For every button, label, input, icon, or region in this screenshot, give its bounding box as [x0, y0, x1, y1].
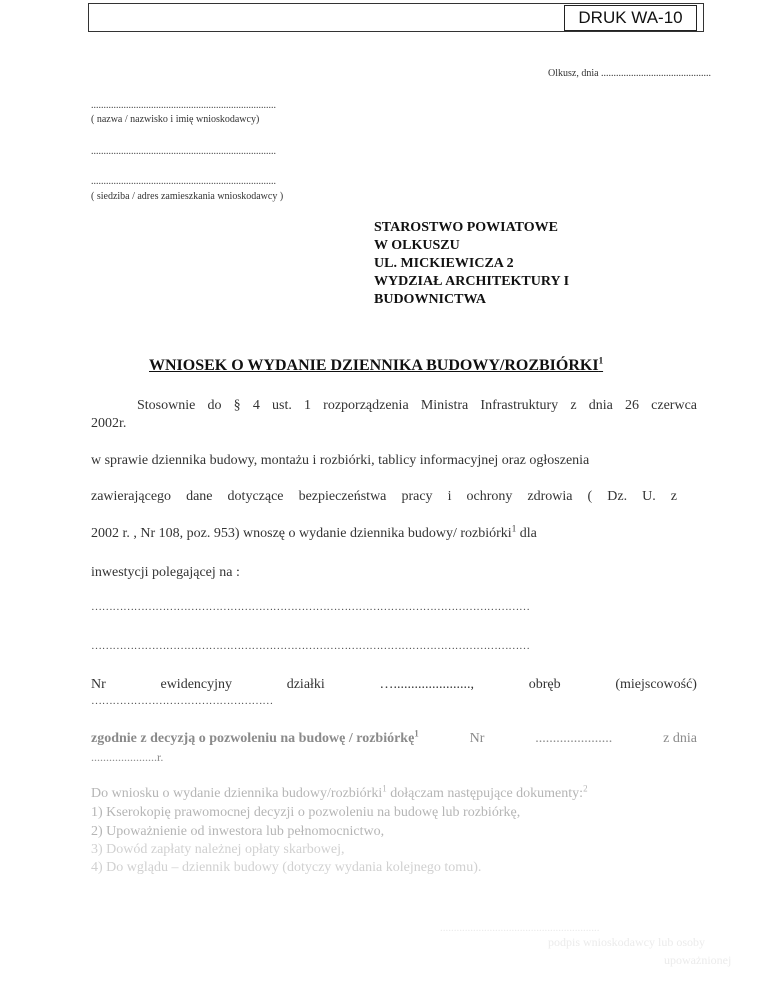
- document-title: [149, 357, 603, 375]
- recipient-line: BUDOWNICTWA: [374, 292, 487, 307]
- decision-date-field[interactable]: ......................r.: [91, 750, 164, 764]
- date-field[interactable]: ............................................: [601, 68, 712, 79]
- body-line: zawierającego dane dotyczące bezpieczeństwa pracy i ochrony zdrowia ( Dz. U. z: [91, 489, 677, 504]
- body-line: Stosownie do § 4 ust. 1 rozporządzenia Ministra Infrastruktury z dnia 26 czerwca: [137, 398, 697, 413]
- recipient-line: UL. MICKIEWICZA 2: [374, 256, 514, 271]
- body-line: [91, 523, 537, 542]
- plot-number-field[interactable]: …......................,: [379, 677, 475, 692]
- applicant-name-field[interactable]: ..........................................................................: [91, 100, 276, 111]
- applicant-address-field-1[interactable]: ..........................................................................: [91, 146, 276, 157]
- footnote-marker: 1: [414, 728, 419, 739]
- decision-line: [91, 728, 697, 747]
- recipient-address: [374, 219, 569, 309]
- plot-evid-label: ewidencyjny: [160, 677, 233, 692]
- attachments-intro: [91, 783, 588, 802]
- footnote-marker: 1: [382, 783, 387, 794]
- plot-line: [91, 677, 697, 693]
- attachment-item: 4) Do wglądu – dziennik budowy (dotyczy wydania kolejnego tomu).: [91, 860, 482, 875]
- signature-caption: podpis wnioskodawcy lub osoby: [548, 935, 705, 949]
- decision-text: [91, 728, 419, 747]
- signature-field[interactable]: ..........................................................: [440, 922, 600, 934]
- decision-label: zgodnie z decyzją o pozwoleniu na budowę / rozbiórkę: [91, 731, 415, 746]
- plot-miejscowosc-label: (miejscowość): [615, 677, 697, 692]
- attachment-item: 3) Dowód zapłaty należnej opłaty skarbowej,: [91, 842, 345, 857]
- decision-nr-label: Nr: [469, 731, 485, 746]
- place-date: [548, 68, 711, 79]
- decision-date-label: z dnia: [663, 731, 697, 746]
- applicant-address-caption: ( siedziba / adres zamieszkania wnioskodawcy ): [91, 191, 284, 202]
- footnote-marker: 2: [583, 783, 588, 794]
- locality-field[interactable]: ……………………………………………: [91, 695, 273, 707]
- form-code-box: DRUK WA-10: [564, 5, 697, 31]
- footnote-marker: 1: [511, 523, 517, 534]
- attachments-text: Do wniosku o wydanie dziennika budowy/rozbiórki: [91, 786, 383, 801]
- body-line: inwestycji polegającej na :: [91, 565, 240, 580]
- plot-dzialki-label: działki: [286, 677, 325, 692]
- recipient-line: WYDZIAŁ ARCHITEKTURY I: [374, 274, 570, 289]
- recipient-line: STAROSTWO POWIATOWE: [374, 220, 558, 235]
- attachment-item: 1) Kserokopię prawomocnej decyzji o pozwoleniu na budowę lub rozbiórkę,: [91, 805, 521, 820]
- plot-nr-label: Nr: [91, 677, 106, 692]
- attachment-item: 2) Upoważnienie od inwestora lub pełnomocnictwo,: [91, 824, 385, 839]
- footnote-marker: 1: [598, 355, 604, 366]
- investment-field-1[interactable]: ……………………………………………………………………………………………………………: [91, 601, 530, 613]
- applicant-address-field-2[interactable]: ..........................................................................: [91, 176, 276, 187]
- applicant-name-caption: ( nazwa / nazwisko i imię wnioskodawcy): [91, 114, 260, 125]
- document-title-text: WNIOSEK O WYDANIE DZIENNIKA BUDOWY/ROZBIÓRKI: [149, 357, 599, 374]
- place-date-label: Olkusz, dnia: [548, 68, 599, 79]
- decision-nr-field[interactable]: ......................: [535, 731, 613, 746]
- attachments-text: dołączam następujące dokumenty:: [390, 786, 584, 801]
- signature-caption: upoważnionej: [664, 953, 732, 967]
- body-text: dla: [519, 526, 537, 541]
- body-text: 2002 r. , Nr 108, poz. 953) wnoszę o wydanie dziennika budowy/ rozbiórki: [91, 526, 512, 541]
- plot-obreb-label: obręb: [528, 677, 561, 692]
- body-line: 2002r.: [91, 416, 127, 431]
- body-line: w sprawie dziennika budowy, montażu i rozbiórki, tablicy informacyjnej oraz ogłoszenia: [91, 453, 590, 468]
- recipient-line: W OLKUSZU: [374, 238, 460, 253]
- investment-field-2[interactable]: ……………………………………………………………………………………………………………: [91, 640, 530, 652]
